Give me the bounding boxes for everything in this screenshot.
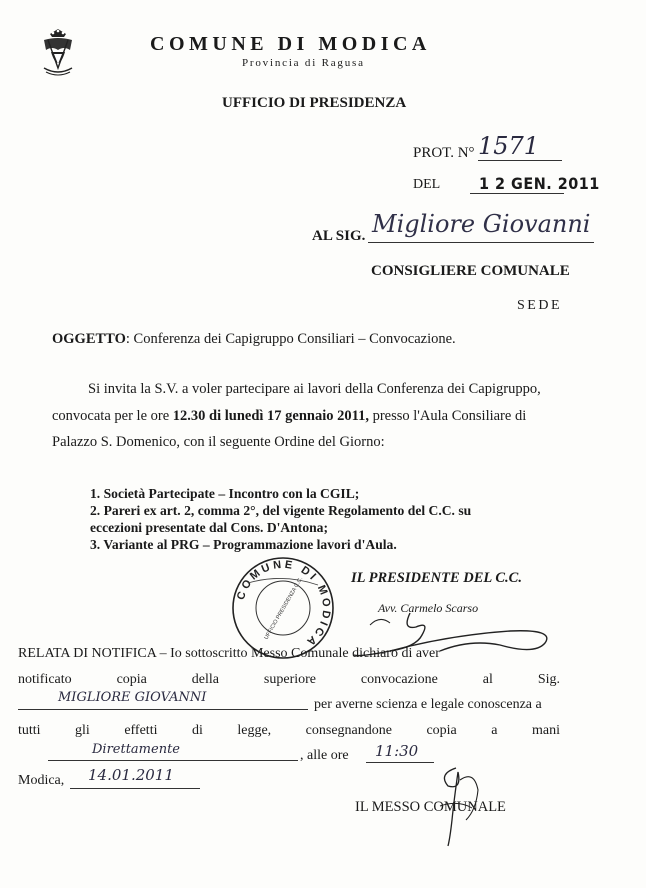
subject-text: : Conferenza dei Capigruppo Consiliari – Convocazione. xyxy=(125,331,456,347)
relata-word: consegnandone xyxy=(305,723,392,738)
relata-word: notificato xyxy=(18,672,72,687)
stamp-inner-text: UFFICIO PRESIDENZA C.C. xyxy=(263,576,305,641)
time-handwritten: 11:30 xyxy=(375,742,419,760)
protocol-number: 1571 xyxy=(478,132,540,160)
municipal-crest-icon xyxy=(42,28,74,76)
recipient-location: SEDE xyxy=(517,298,562,313)
recipient-name-handwritten: Migliore Giovanni xyxy=(372,210,591,238)
relata-word: a xyxy=(491,723,498,738)
relata-line-3-text: per averne scienza e legale conoscenza a xyxy=(314,697,542,712)
messo-signature xyxy=(418,760,488,850)
body-line-2-end: presso l'Aula Consiliare di xyxy=(368,408,527,424)
date-underline xyxy=(470,193,564,194)
time-label: , alle ore xyxy=(300,748,349,763)
notification-date-line xyxy=(70,788,200,789)
agenda-item-3: 3. Variante al PRG – Programmazione lavori d'Aula. xyxy=(90,537,397,552)
relata-line-4 xyxy=(18,723,560,739)
relata-word: effetti xyxy=(124,723,158,738)
relata-word: mani xyxy=(531,723,560,738)
agenda-item-1: 1. Società Partecipate – Incontro con la CGIL; xyxy=(90,486,360,501)
date-label: DEL xyxy=(413,177,441,192)
stamp-outer-text: COMUNE DI MODICA xyxy=(234,558,333,650)
president-name: Avv. Carmelo Scarso xyxy=(378,601,479,615)
relata-word: copia xyxy=(426,723,457,738)
municipality-title: COMUNE DI MODICA xyxy=(150,33,431,55)
recipient-underline xyxy=(368,242,594,243)
subject-line xyxy=(52,331,456,348)
relata-word: superiore xyxy=(263,672,317,687)
delivered-to-handwritten: Direttamente xyxy=(92,742,180,757)
recipient-role: CONSIGLIERE COMUNALE xyxy=(371,263,570,279)
province-subtitle: Provincia di Ragusa xyxy=(242,57,365,69)
relata-word: legge, xyxy=(237,723,272,738)
relata-word: copia xyxy=(116,672,147,687)
relata-word: convocazione xyxy=(360,672,438,687)
messo-title: IL MESSO COMUNALE xyxy=(355,799,506,815)
relata-word: gli xyxy=(75,723,90,738)
meeting-date-time: 12.30 di lunedì 17 gennaio 2011, xyxy=(172,408,369,424)
body-line-2 xyxy=(52,408,526,425)
served-person-line xyxy=(18,709,308,710)
president-title: IL PRESIDENTE DEL C.C. xyxy=(351,570,522,586)
relata-word: al xyxy=(482,672,493,687)
recipient-label: AL SIG. xyxy=(312,228,366,244)
relata-word: della xyxy=(191,672,220,687)
notification-date-handwritten: 14.01.2011 xyxy=(88,766,174,784)
office-name: UFFICIO DI PRESIDENZA xyxy=(222,95,407,111)
protocol-label: PROT. N° xyxy=(413,145,475,161)
delivered-to-line xyxy=(48,760,298,761)
body-line-2-start: convocata per le ore xyxy=(52,408,173,424)
relata-line-1: RELATA DI NOTIFICA – Io sottoscritto Messo Comunale dichiaro di aver xyxy=(18,646,440,661)
served-person-handwritten: MIGLIORE GIOVANNI xyxy=(58,690,207,705)
relata-word: tutti xyxy=(18,723,41,738)
relata-line-2 xyxy=(18,672,560,688)
agenda-item-2-continued: eccezioni presentate dal Cons. D'Antona; xyxy=(90,520,328,535)
relata-word: Sig. xyxy=(537,672,560,687)
date-stamp: 1 2 GEN. 2011 xyxy=(479,174,600,193)
body-line-3: Palazzo S. Domenico, con il seguente Ordine del Giorno: xyxy=(52,434,385,450)
protocol-underline xyxy=(478,160,562,161)
subject-label: OGGETTO xyxy=(52,331,126,347)
relata-word: di xyxy=(191,723,203,738)
agenda-item-2: 2. Pareri ex art. 2, comma 2°, del vigente Regolamento del C.C. su xyxy=(90,503,472,518)
place-label: Modica, xyxy=(18,773,65,788)
body-line-1: Si invita la S.V. a voler partecipare ai lavori della Conferenza dei Capigruppo, xyxy=(88,381,541,397)
